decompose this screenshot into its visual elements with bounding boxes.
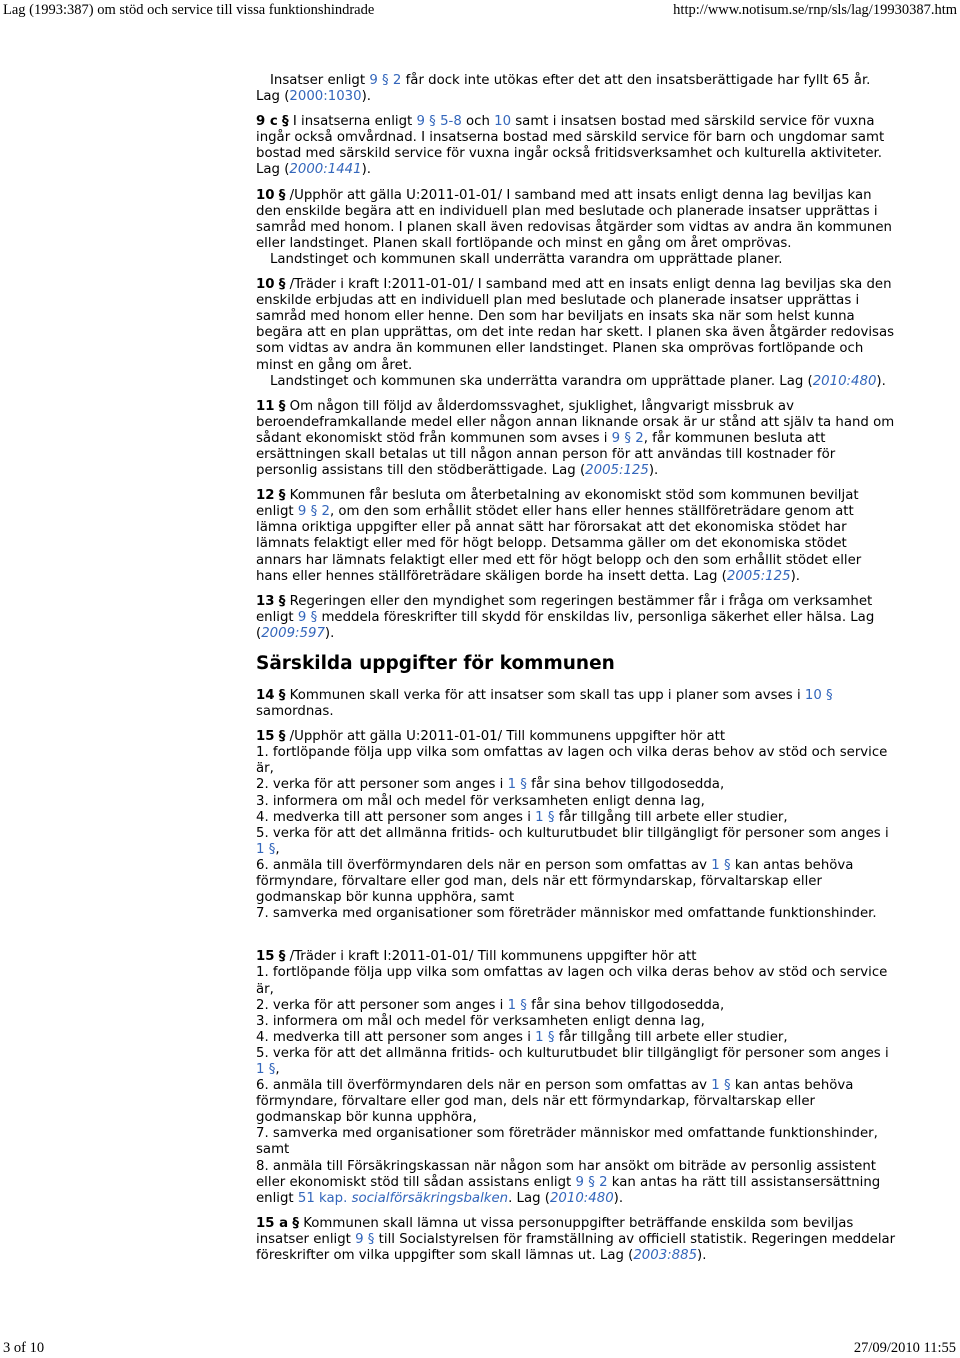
link-socialforsakringsbalken[interactable]: socialförsäkringsbalken bbox=[351, 1190, 509, 1206]
paragraph-9c: 9 c § I insatserna enligt 9 § 5-8 och 10 samt i insatsen bostad med särskild service för vuxna ingår också omvårdnad. I insatserna bostad med särskild service för barn och ungdomar samt bostad med särskild service för vuxna ingår också fritidsverksamhet och kulturella aktiviteter. Lag (2000:1441). bbox=[256, 114, 885, 178]
section-sign-link[interactable]: § bbox=[429, 114, 436, 130]
link-para-9[interactable]: 9 bbox=[297, 609, 307, 625]
section-sign-link[interactable]: § bbox=[588, 1174, 595, 1190]
section-sign-icon: § bbox=[278, 729, 286, 745]
link-para-9[interactable]: 9 bbox=[369, 73, 378, 88]
link-lag-2005-125[interactable]: 2005:125 bbox=[726, 568, 791, 584]
paragraph-9b-tail: Insatser enligt 9 § 2 får dock inte utökas efter det att den insatsberättigade har fyllt 65 år. Lag (2000:1030). bbox=[256, 73, 871, 105]
link-para-5-8[interactable]: 5-8 bbox=[440, 114, 462, 130]
document-title: Lag (1993:387) om stöd och service till vissa funktionshindrade bbox=[3, 2, 375, 18]
section-sign-icon: § bbox=[278, 488, 286, 504]
link-para-9[interactable]: 9 bbox=[297, 504, 307, 520]
paragraph-10-new: 10 § /Träder i kraft I:2011-01-01/ I samband med att en insats enligt denna lag beviljas ska den enskilde erbjudas att en individuell plan med beslutade och planerade insatser upprättas i samråd med honom eller henne. Den som har beviljats en insats ska när som helst kunna begära att en plan upprättas, om det inte redan har skett. I planen ska även åtgärder redovisas som vidtas av andra än kommunen eller landstinget. Planen ska omprövas fortlöpande och minst en gång om året. Landstinget och kommunen ska underrätta varandra om upprättade planer. Lag (2010:480). bbox=[256, 277, 895, 389]
link-para-2[interactable]: 2 bbox=[321, 504, 330, 520]
link-51-kap[interactable]: 51 kap. bbox=[297, 1190, 348, 1206]
link-para-1[interactable]: 1 bbox=[535, 1029, 544, 1045]
paragraph-14: 14 § Kommunen skall verka för att insatser som skall tas upp i planer som avses i 10 § samordnas. bbox=[256, 688, 833, 720]
link-lag-2000-1441[interactable]: 2000:1441 bbox=[289, 162, 362, 178]
section-sign-link[interactable]: § bbox=[382, 73, 389, 88]
link-para-1[interactable]: 1 bbox=[256, 1061, 265, 1077]
link-para-9[interactable]: 9 bbox=[355, 1231, 364, 1247]
link-lag-2010-480[interactable]: 2010:480 bbox=[812, 373, 877, 389]
link-para-1[interactable]: 1 bbox=[507, 997, 517, 1013]
link-lag-2003-885[interactable]: 2003:885 bbox=[633, 1248, 698, 1263]
section-sign-link[interactable]: § bbox=[367, 1231, 375, 1247]
section-sign-icon: § bbox=[278, 187, 286, 203]
section-heading: Särskilda uppgifter för kommunen bbox=[256, 653, 615, 674]
paragraph-15-new: 15 § /Träder i kraft I:2011-01-01/ Till kommunens uppgifter hör att 1. fortlöpande följa upp vilka som omfattas av lagen och vilka deras behov av stöd och service är, 2. verka för att personer som anges i 1 § får sina behov tillgodosedda, 3. informera om mål och medel för verksamheten enligt denna lag, 4. medverka till att personer som anges i 1 § får tillgång till arbete eller studier, 5. verka för att det allmänna fritids- och kulturutbudet blir tillgängligt för personer som anges i 1 §, 6. anmäla till överförmyndaren dels när en person som omfattas av 1 § kan antas behöva förmyndare, förvaltare eller god man, dels när ett förmyndarkap, förvaltarskap eller godmanskap bör kunna upphöra, 7. samverka med organisationer som företräder människor med omfattande funktionshinder, samt 8. anmäla till Försäkringskassan när någon som har ansökt om biträde av personlig assistent eller ekonomiskt stöd till sådan assistans enligt 9 § 2 kan antas ha rätt till assistansersättning enligt 51 kap. socialförsäkringsbalken. Lag (2010:480). bbox=[256, 949, 889, 1206]
section-sign-link[interactable]: § bbox=[826, 688, 833, 703]
link-lag-2009-597[interactable]: 2009:597 bbox=[261, 625, 325, 641]
link-para-9[interactable]: 9 bbox=[416, 114, 425, 130]
section-sign-link[interactable]: § bbox=[723, 1078, 731, 1094]
link-para-9[interactable]: 9 bbox=[575, 1174, 584, 1190]
section-sign-icon: § bbox=[278, 277, 286, 293]
law-text bbox=[256, 73, 896, 1273]
section-sign-link[interactable]: § bbox=[547, 1029, 555, 1045]
link-lag-2000-1030[interactable]: 2000:1030 bbox=[289, 89, 362, 105]
link-lag-2010-480[interactable]: 2010:480 bbox=[549, 1190, 614, 1206]
link-para-1[interactable]: 1 bbox=[711, 1078, 720, 1094]
link-para-9[interactable]: 9 bbox=[611, 430, 621, 446]
paragraph-10-old: 10 § /Upphör att gälla U:2011-01-01/ I samband med att insats enligt denna lag beviljas kan den enskilde begära att en individuell plan med beslutade och planerade insatser upprättas i samråd med honom. I planen skall även redovisas åtgärder som vidtas av andra än kommunen eller landstinget. Planen skall fortlöpande och minst en gång om året omprövas. Landstinget och kommunen skall underrätta varandra om upprättade planer. bbox=[256, 187, 892, 267]
section-sign-icon: § bbox=[278, 688, 286, 703]
section-sign-link[interactable]: § bbox=[520, 777, 527, 793]
link-para-2[interactable]: 2 bbox=[392, 73, 402, 88]
document-url[interactable]: http://www.notisum.se/rnp/sls/lag/19930387.htm bbox=[673, 2, 957, 18]
section-sign-link[interactable]: § bbox=[310, 609, 318, 625]
paragraph-12: 12 § Kommunen får besluta om återbetalning av ekonomiskt stöd som kommunen beviljat enligt 9 § 2, om den som erhållit stödet eller hans eller hennes ställföreträdare genom att lämna oriktiga uppgifter eller på annat sätt har förorsakat att det ekonomiska stödet har lämnats felaktigt eller med för högt belopp. Detsamma gäller om det ekonomiska stödet annars har lämnats felaktigt eller med ett för högt belopp och den som erhållit stödet eller hans eller hennes ställföreträdare skäligen borde ha insett detta. Lag (2005:125). bbox=[256, 488, 862, 584]
section-sign-link[interactable]: § bbox=[268, 1061, 276, 1077]
section-sign-icon: § bbox=[282, 114, 289, 130]
link-para-2[interactable]: 2 bbox=[635, 430, 644, 446]
section-sign-icon: § bbox=[278, 949, 286, 965]
link-lag-2005-125[interactable]: 2005:125 bbox=[585, 463, 649, 479]
link-para-10[interactable]: 10 bbox=[804, 688, 822, 703]
link-para-1[interactable]: 1 bbox=[507, 777, 517, 793]
page-counter: 3 of 10 bbox=[3, 1340, 45, 1356]
section-sign-icon: § bbox=[292, 1215, 299, 1231]
section-sign-link[interactable]: § bbox=[520, 997, 527, 1013]
link-para-2[interactable]: 2 bbox=[599, 1174, 608, 1190]
section-sign-link[interactable]: § bbox=[624, 430, 632, 446]
section-sign-link[interactable]: § bbox=[547, 809, 555, 825]
print-datetime: 27/09/2010 11:55 bbox=[853, 1340, 956, 1356]
link-para-10[interactable]: 10 bbox=[494, 114, 512, 130]
paragraph-15-old: 15 § /Upphör att gälla U:2011-01-01/ Till kommunens uppgifter hör att 1. fortlöpande följa upp vilka som omfattas av lagen och vilka deras behov av stöd och service är, 2. verka för att personer som anges i 1 § får sina behov tillgodosedda, 3. informera om mål och medel för verksamheten enligt denna lag, 4. medverka till att personer som anges i 1 § får tillgång till arbete eller studier, 5. verka för att det allmänna fritids- och kulturutbudet blir tillgängligt för personer som anges i 1 §, 6. anmäla till överförmyndaren dels när en person som omfattas av 1 § kan antas behöva förmyndare, förvaltare eller god man, dels när ett förmyndarskap, förvaltarskap eller godmanskap bör kunna upphöra, samt 7. samverka med organisationer som företräder människor med omfattande funktionshinder. bbox=[256, 729, 889, 922]
paragraph-11: 11 § Om någon till följd av ålderdomssvaghet, sjuklighet, långvarigt missbruk av beroendeframkallande medel eller någon annan liknande orsak är ur stånd att själv ta hand om sådant ekonomiskt stöd från kommunen som avses i 9 § 2, får kommunen besluta att ersättningen skall betalas ut till någon annan person för att användas till kostnader för personlig assistans till den stödberättigade. Lag (2005:125). bbox=[256, 398, 895, 479]
section-sign-link[interactable]: § bbox=[310, 504, 318, 520]
link-para-1[interactable]: 1 bbox=[535, 809, 544, 825]
browser-print-header bbox=[0, 0, 960, 20]
section-sign-icon: § bbox=[278, 398, 286, 414]
section-sign-link[interactable]: § bbox=[723, 857, 731, 873]
link-para-1[interactable]: 1 bbox=[256, 841, 265, 857]
link-para-1[interactable]: 1 bbox=[711, 857, 720, 873]
paragraph-13: 13 § Regeringen eller den myndighet som regeringen bestämmer får i fråga om verksamhet enligt 9 § meddela föreskrifter till skydd för enskildas liv, personliga säkerhet eller hälsa. Lag (2009:597). bbox=[256, 593, 875, 641]
browser-print-footer bbox=[0, 1338, 960, 1358]
paragraph-15a: 15 a § Kommunen skall lämna ut vissa personuppgifter beträffande enskilda som beviljas insatser enligt 9 § till Socialstyrelsen för framställning av officiell statistik. Regeringen meddelar föreskrifter om vilka uppgifter som skall lämnas ut. Lag (2003:885). bbox=[256, 1215, 896, 1263]
section-sign-link[interactable]: § bbox=[268, 841, 276, 857]
section-sign-icon: § bbox=[278, 593, 286, 609]
